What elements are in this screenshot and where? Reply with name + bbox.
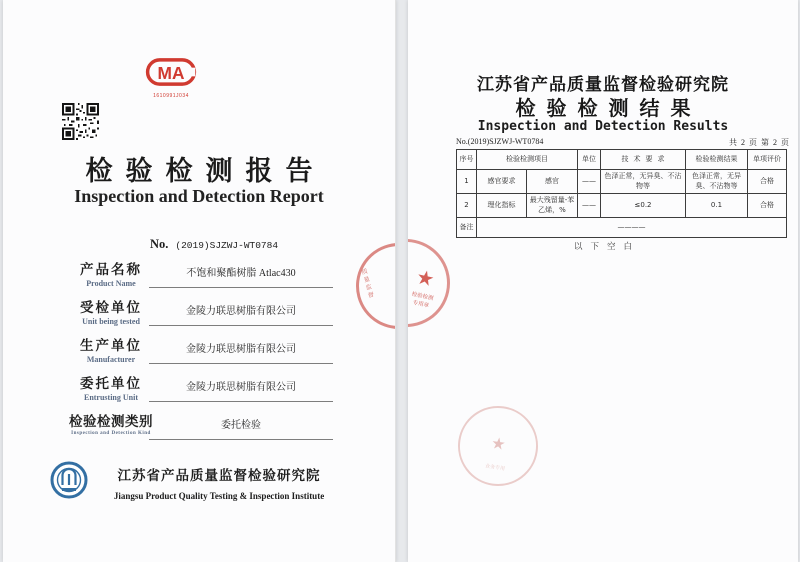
report-cover-page	[3, 0, 396, 562]
cma-mark-icon	[145, 57, 197, 87]
seal-star-icon: ★	[414, 266, 437, 292]
field-label-cn: 委托单位	[80, 376, 142, 391]
results-institute-name: 江苏省产品质量监督检验研究院	[477, 75, 729, 95]
cell-item-name: 最大残留量-苯乙烯，%	[527, 194, 578, 218]
field-label-cn: 受检单位	[80, 300, 142, 315]
results-title-cn: 检验检测结果	[515, 96, 702, 120]
field-row-detection-kind	[61, 407, 339, 445]
col-header-evaluation: 单项评价	[748, 150, 787, 170]
cell-item-name: 感官	[527, 170, 578, 194]
report-title-cn: 检验检测报告	[85, 156, 326, 186]
field-label-en: Entrusting Unit	[83, 393, 138, 402]
cell-item-group: 理化指标	[477, 194, 527, 218]
institute-logo-icon	[50, 461, 88, 499]
results-table	[456, 149, 787, 238]
col-header-item: 检验检测项目	[477, 150, 578, 170]
field-value-unit-tested: 金陵力联思树脂有限公司	[149, 293, 333, 326]
cma-cert-number: 1610991J034	[153, 93, 189, 99]
col-header-result: 检验检测结果	[686, 150, 748, 170]
cell-unit: ——	[578, 194, 601, 218]
cell-seq: 1	[457, 170, 477, 194]
cell-item-group: 感官要求	[477, 170, 527, 194]
field-label-cn: 产品名称	[80, 262, 142, 277]
cell-evaluation: 合格	[748, 170, 787, 194]
field-label	[61, 372, 161, 402]
seal-star-icon: ★	[490, 435, 507, 454]
col-header-unit: 单位	[578, 150, 601, 170]
cross-page-seal-left-half	[346, 233, 396, 338]
table-row	[457, 194, 787, 218]
field-value-detection-kind: 委托检验	[149, 407, 333, 440]
results-table-header-row	[457, 150, 787, 170]
cell-requirement: ≤0.2	[601, 194, 686, 218]
field-label	[61, 410, 161, 436]
field-label-en: Product Name	[86, 279, 136, 288]
field-label-cn: 检验检测类别	[69, 414, 153, 429]
field-label-en: Manufacturer	[86, 355, 136, 364]
seal-caption	[408, 289, 445, 313]
field-row-manufacturer	[61, 331, 339, 369]
seal-caption-line1: 检验检测	[411, 291, 434, 302]
cell-unit: ——	[578, 170, 601, 194]
col-header-requirement: 技术要求	[601, 150, 686, 170]
report-number-label: No.	[150, 237, 169, 251]
cell-result: 色泽正常，无异臭、不沾物等	[686, 170, 748, 194]
field-row-unit-tested	[61, 293, 339, 331]
field-value-entrusting-unit: 金陵力联思树脂有限公司	[149, 369, 333, 402]
field-label-en: Inspection and Detection Kind	[71, 431, 151, 436]
table-row	[457, 170, 787, 194]
institute-footer	[91, 464, 347, 501]
institute-name-cn: 江苏省产品质量监督检验研究院	[117, 468, 321, 483]
blank-below-note: 以下空白	[573, 242, 640, 252]
report-fields	[61, 255, 339, 445]
results-page	[408, 0, 798, 562]
field-value-manufacturer: 金陵力联思树脂有限公司	[149, 331, 333, 364]
col-header-seq: 序号	[457, 150, 477, 170]
results-page-info: 共 2 页 第 2 页	[729, 138, 790, 147]
report-number-line	[150, 235, 278, 253]
cell-result: 0.1	[686, 194, 748, 218]
field-row-entrusting-unit	[61, 369, 339, 407]
remark-label: 备注	[457, 218, 477, 238]
institute-name-en: Jiangsu Product Quality Testing & Inspection Institute	[113, 491, 325, 501]
faint-seal-caption: 业务专用	[484, 464, 506, 473]
faint-round-seal	[453, 401, 543, 491]
remark-row	[457, 218, 787, 238]
field-value-product-name: 不饱和聚酯树脂 Atlac430	[149, 255, 333, 288]
field-label	[61, 334, 161, 364]
remark-value: ————	[477, 218, 787, 238]
svg-text:MA: MA	[157, 62, 185, 83]
field-label-en: Unit being tested	[82, 317, 140, 326]
results-report-number: No.(2019)SJZWJ-WT0784	[456, 137, 544, 146]
field-row-product-name	[61, 255, 339, 293]
seal-caption-line2: 专用章	[412, 299, 430, 309]
cell-seq: 2	[457, 194, 477, 218]
report-title-en: Inspection and Detection Report	[74, 186, 324, 206]
cma-accreditation-logo	[145, 57, 197, 99]
seal-arc-text: 质量监督	[359, 268, 374, 301]
field-label	[61, 296, 161, 326]
field-label-cn: 生产单位	[80, 338, 142, 353]
field-label	[61, 258, 161, 288]
report-number-value: (2019)SJZWJ-WT0784	[175, 240, 279, 251]
cell-requirement: 色泽正常，无异臭、不沾物等	[601, 170, 686, 194]
cell-evaluation: 合格	[748, 194, 787, 218]
qr-code-icon	[62, 103, 99, 140]
results-title-en: Inspection and Detection Results	[477, 119, 729, 134]
